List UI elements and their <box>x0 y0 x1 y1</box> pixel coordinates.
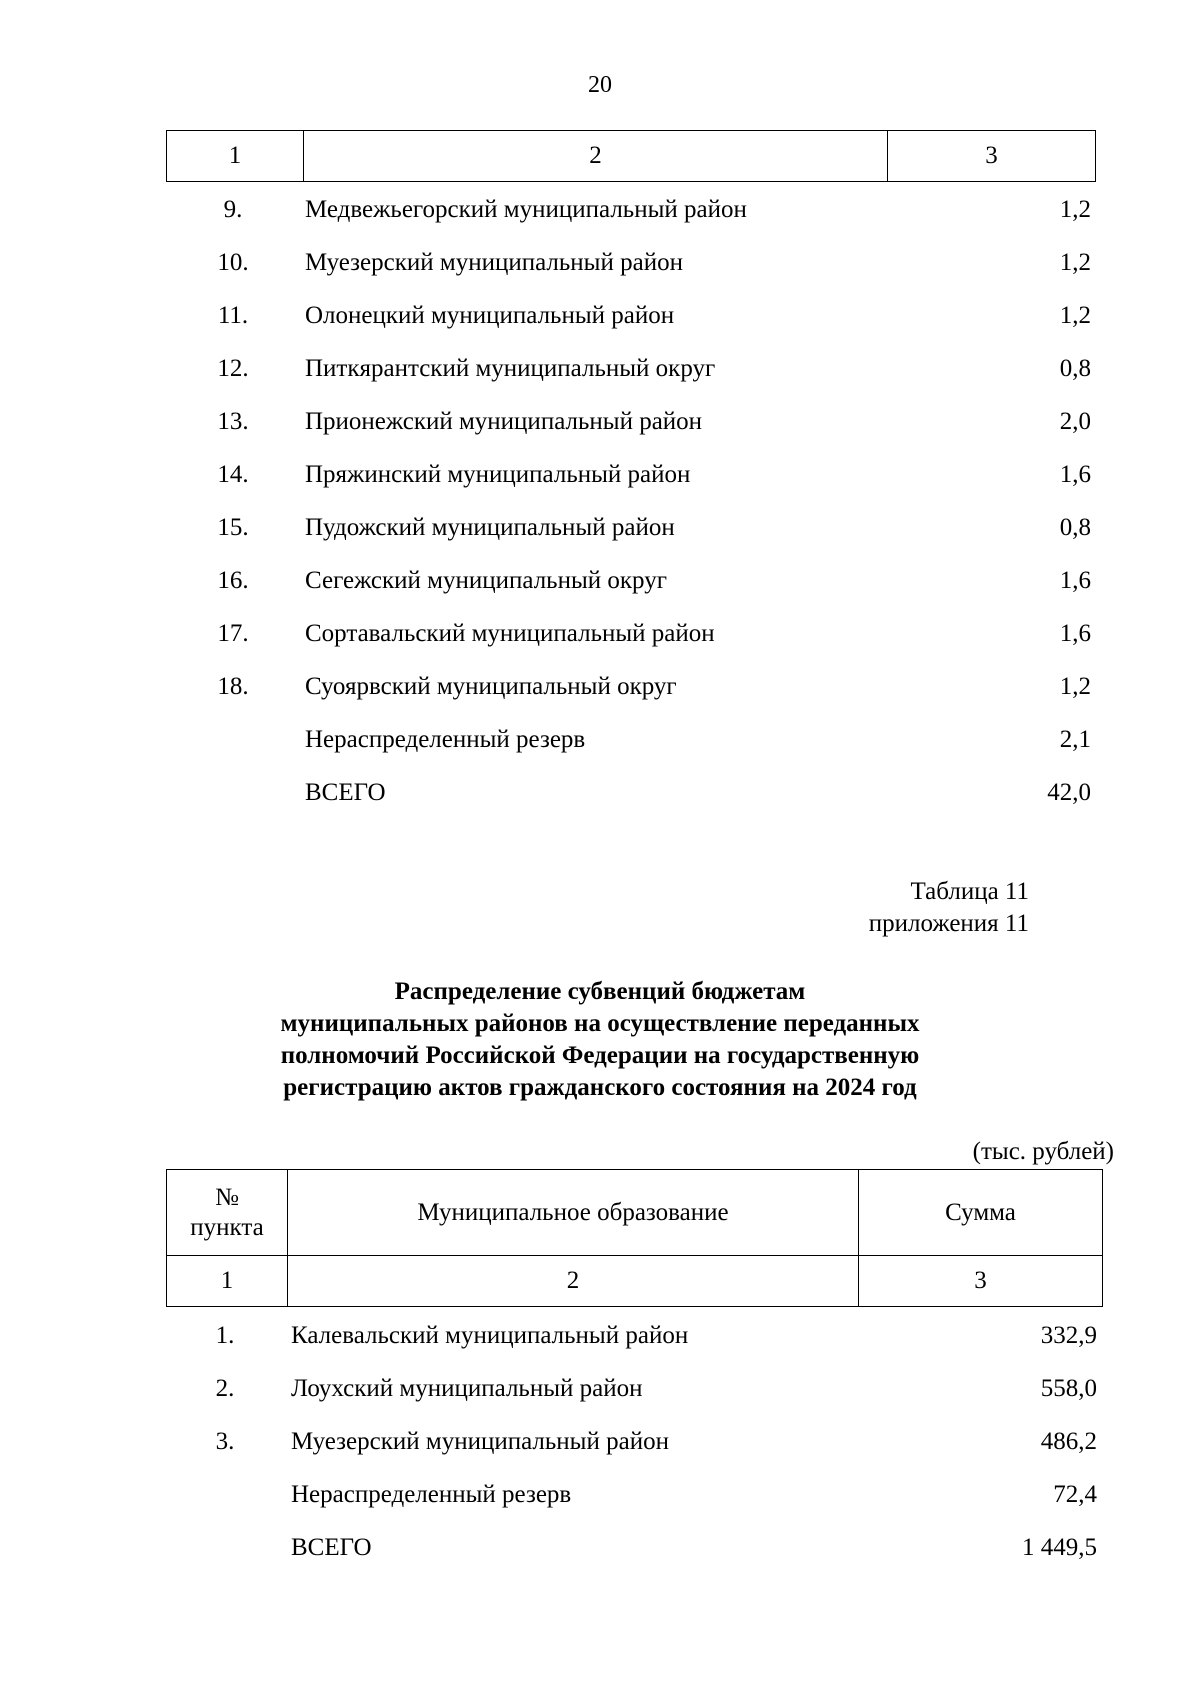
table2-header-name: Муниципальное образование <box>288 1170 859 1256</box>
row-value: 0,8 <box>1059 514 1091 541</box>
table1-header-col2: 2 <box>304 131 888 182</box>
row-name: ВСЕГО <box>305 779 386 806</box>
table-row-total <box>163 779 1091 819</box>
table2-header-num <box>167 1170 288 1256</box>
table-row <box>163 302 1091 342</box>
row-value: 1,6 <box>1059 620 1091 647</box>
row-number: 2. <box>215 1375 235 1402</box>
row-value: 0,8 <box>1059 355 1091 382</box>
table2-header-num-line1: № <box>215 1183 239 1211</box>
table-row <box>163 461 1091 501</box>
row-number: 9. <box>223 196 243 223</box>
table-row <box>163 249 1091 289</box>
row-name: Нераспределенный резерв <box>291 1481 572 1508</box>
table-caption-line2: приложения 11 <box>868 910 1029 937</box>
row-name: Калевальский муниципальный район <box>291 1322 689 1349</box>
table2-header-col1: 1 <box>167 1256 288 1307</box>
row-number: 12. <box>217 355 249 382</box>
row-name: Лоухский муниципальный район <box>291 1375 643 1402</box>
table-row <box>163 196 1091 236</box>
table1-header-col3: 3 <box>888 131 1096 182</box>
row-value: 558,0 <box>1040 1375 1097 1402</box>
table-caption-line1: Таблица 11 <box>910 878 1029 905</box>
table2-header-num-line2: пункта <box>190 1213 264 1241</box>
document-title-line1: Распределение субвенций бюджетам <box>394 978 806 1005</box>
row-name: Олонецкий муниципальный район <box>305 302 675 329</box>
table-row <box>163 567 1091 607</box>
row-number: 1. <box>215 1322 235 1349</box>
row-number: 14. <box>217 461 249 488</box>
table1-header-col1: 1 <box>167 131 304 182</box>
table-row <box>163 673 1091 713</box>
row-name: Муезерский муниципальный район <box>291 1428 669 1455</box>
page-number: 20 <box>588 72 612 98</box>
row-value: 486,2 <box>1040 1428 1097 1455</box>
table-row <box>163 1481 1097 1521</box>
row-name: Питкярантский муниципальный округ <box>305 355 716 382</box>
row-number: 18. <box>217 673 249 700</box>
row-value: 2,0 <box>1059 408 1091 435</box>
table2-header-col3: 3 <box>859 1256 1103 1307</box>
row-number: 17. <box>217 620 249 647</box>
units-label: (тыс. рублей) <box>972 1138 1114 1165</box>
table-row <box>163 1428 1097 1468</box>
row-name: Сортавальский муниципальный район <box>305 620 715 647</box>
row-number: 10. <box>217 249 249 276</box>
document-title-line4: регистрацию актов гражданского состояния на 2024 год <box>283 1074 917 1101</box>
row-name: Муезерский муниципальный район <box>305 249 683 276</box>
row-name: Медвежьегорский муниципальный район <box>305 196 747 223</box>
table-row-total <box>163 1534 1097 1574</box>
document-title-line3: полномочий Российской Федерации на государственную <box>280 1042 920 1069</box>
row-value: 1,2 <box>1059 302 1091 329</box>
row-number: 15. <box>217 514 249 541</box>
table-row <box>163 355 1091 395</box>
row-name: Пудожский муниципальный район <box>305 514 675 541</box>
table-row <box>163 408 1091 448</box>
row-value: 1,6 <box>1059 567 1091 594</box>
row-value: 332,9 <box>1040 1322 1097 1349</box>
row-value: 1,2 <box>1059 196 1091 223</box>
row-name: Прионежский муниципальный район <box>305 408 703 435</box>
table-row <box>163 620 1091 660</box>
row-name: Сегежский муниципальный округ <box>305 567 667 594</box>
table1-header <box>166 130 1096 182</box>
table-row <box>163 1322 1097 1362</box>
row-value: 1 449,5 <box>1022 1534 1097 1561</box>
table2-header-col2: 2 <box>288 1256 859 1307</box>
row-number: 16. <box>217 567 249 594</box>
row-value: 1,2 <box>1059 673 1091 700</box>
row-name: Суоярвский муниципальный округ <box>305 673 677 700</box>
row-value: 72,4 <box>1053 1481 1097 1508</box>
row-number: 3. <box>215 1428 235 1455</box>
table2-header-sum: Сумма <box>859 1170 1103 1256</box>
document-title-line2: муниципальных районов на осуществление переданных <box>280 1010 920 1037</box>
row-name: Нераспределенный резерв <box>305 726 586 753</box>
row-name: ВСЕГО <box>291 1534 372 1561</box>
row-value: 2,1 <box>1059 726 1091 753</box>
table-row <box>163 1375 1097 1415</box>
row-value: 1,6 <box>1059 461 1091 488</box>
table-row <box>163 726 1091 766</box>
row-value: 1,2 <box>1059 249 1091 276</box>
table2-header <box>166 1169 1103 1307</box>
row-name: Пряжинский муниципальный район <box>305 461 691 488</box>
row-number: 13. <box>217 408 249 435</box>
row-number: 11. <box>217 302 249 329</box>
row-value: 42,0 <box>1047 779 1091 806</box>
table-row <box>163 514 1091 554</box>
